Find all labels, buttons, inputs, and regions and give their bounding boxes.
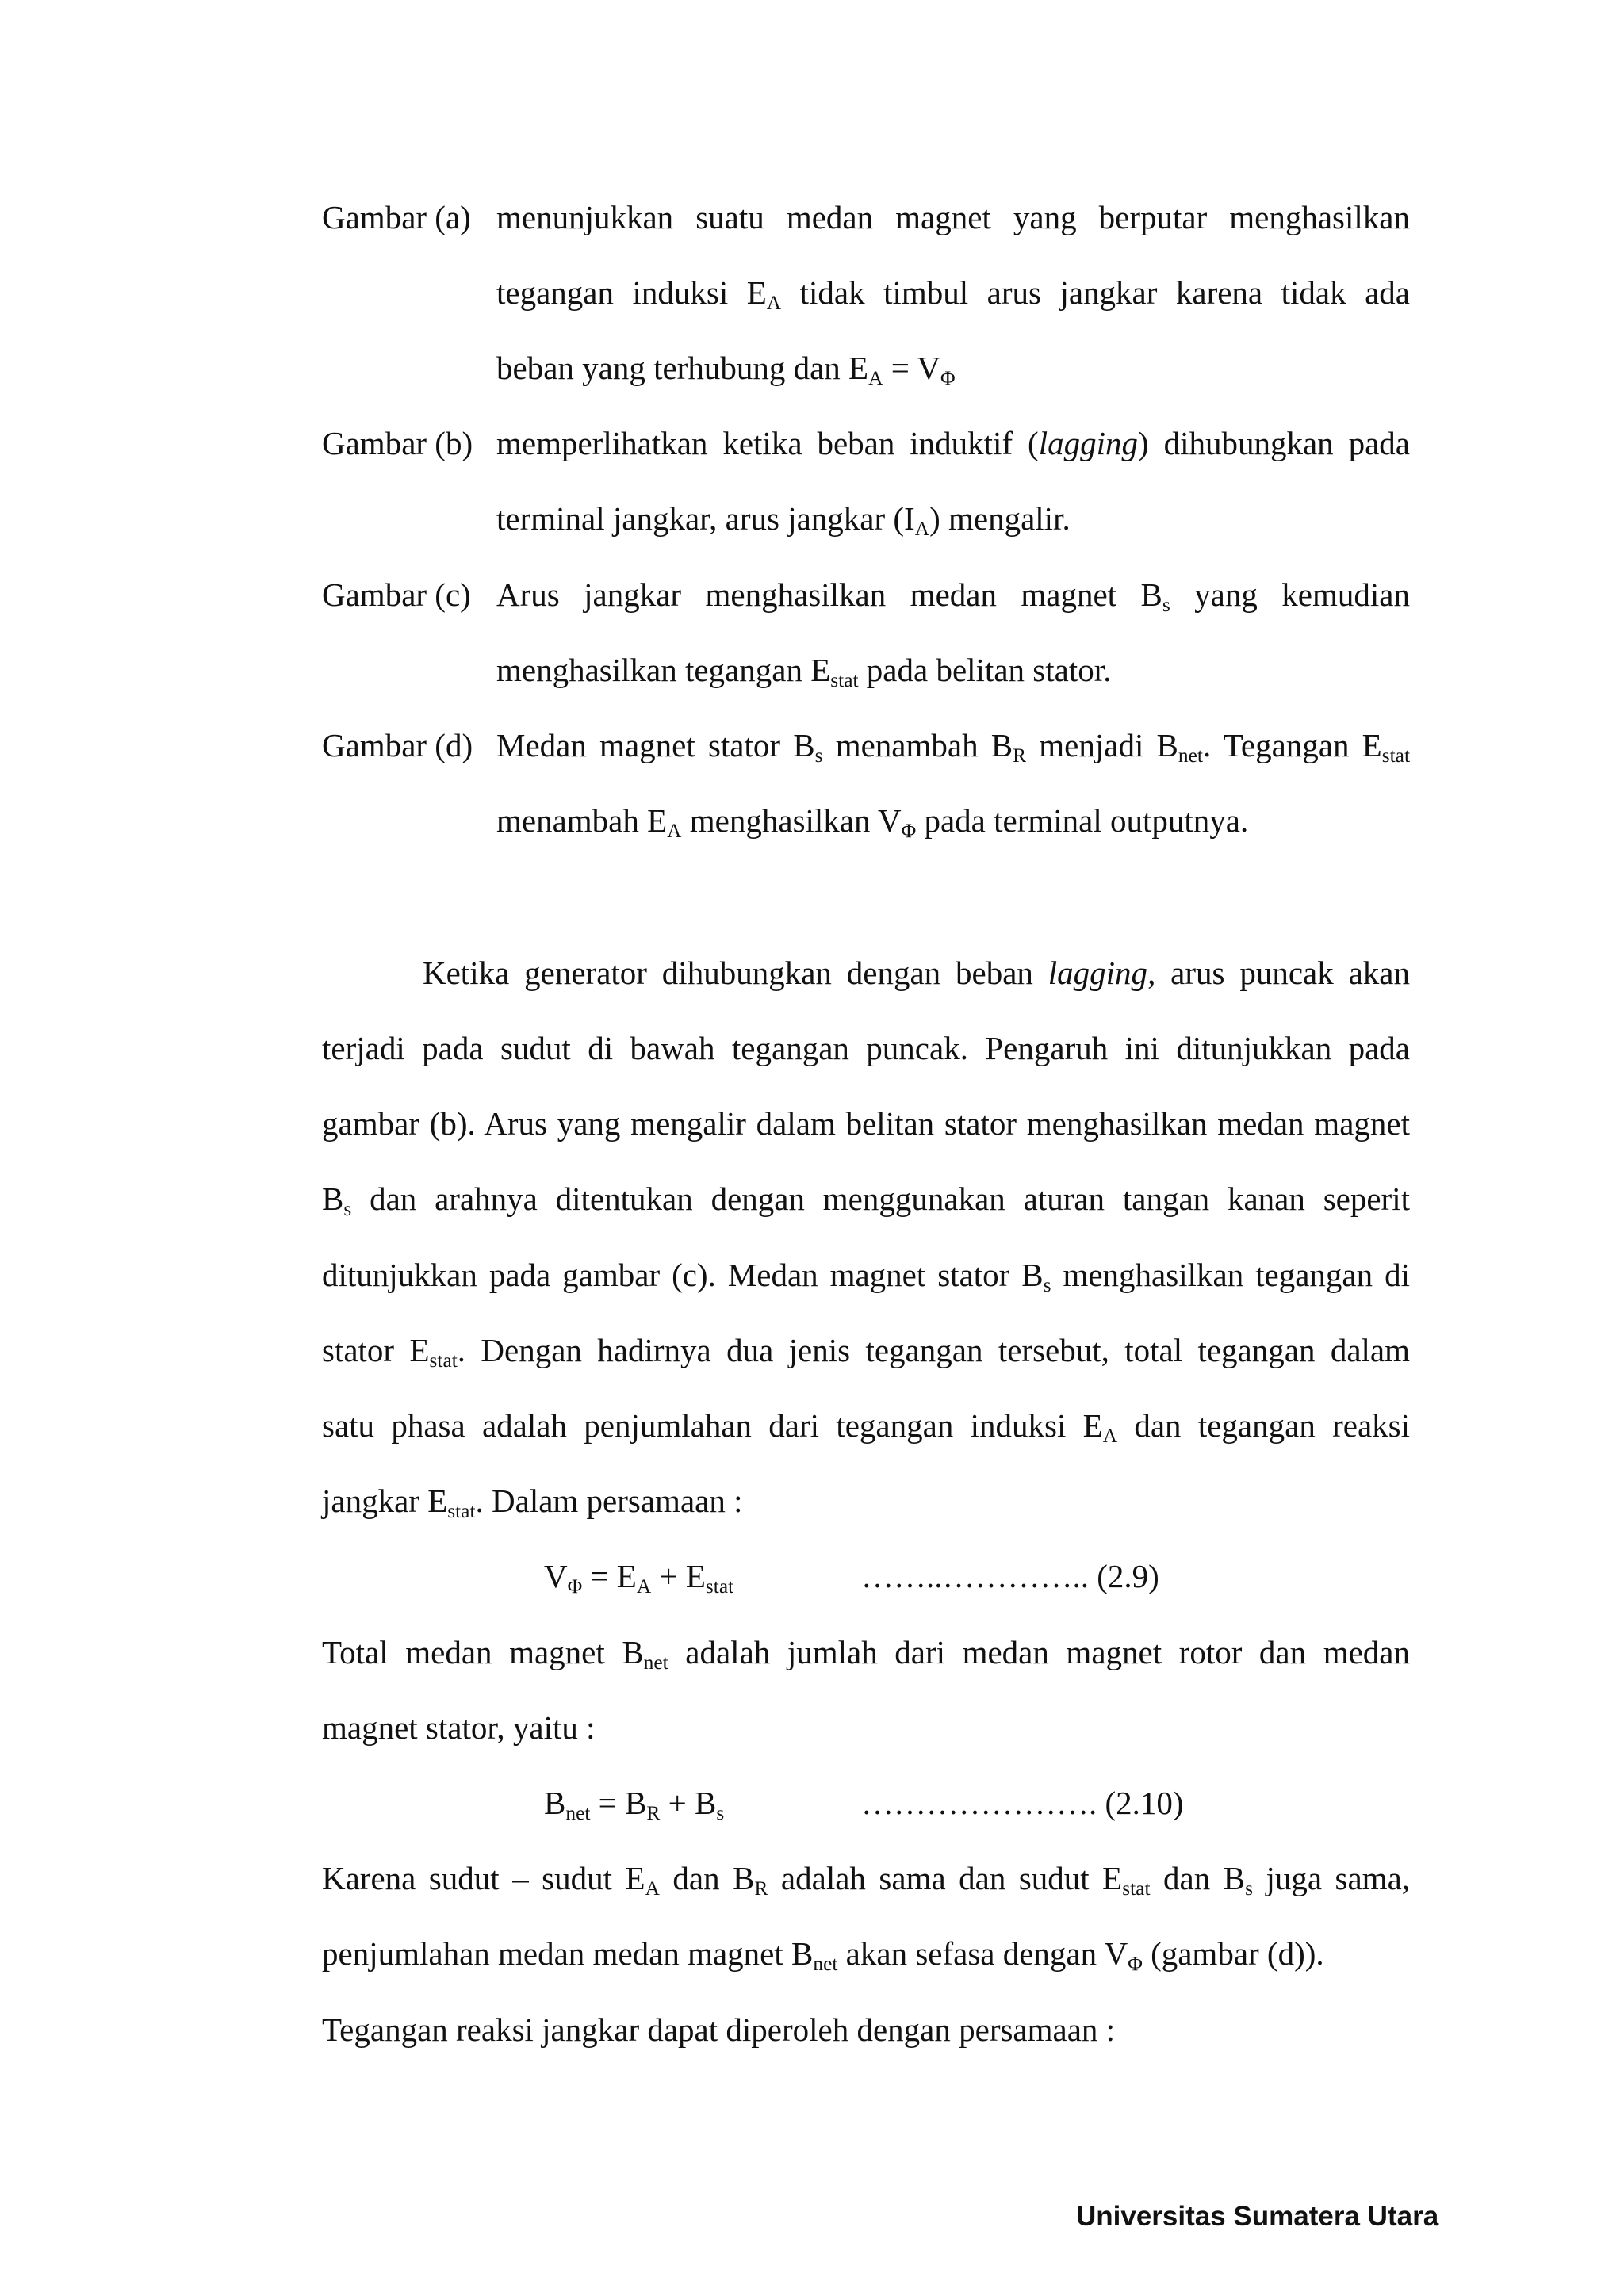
gambar-a-label: Gambar (a) <box>322 199 471 235</box>
gambar-d-label: Gambar (d) <box>322 727 473 763</box>
gambar-a-line-3: beban yang terhubung dan $E_A = V_\Phi$ <box>496 350 956 390</box>
gambar-c-label: Gambar (c) <box>322 576 471 613</box>
para1-line-6: stator $E_{stat}$. Dengan hadirnya dua jenis tegangan tersebut, total tegangan dalam <box>322 1332 1410 1372</box>
equation-2-10-number: …………………. (2.10) <box>861 1785 1184 1821</box>
para1-line-5: ditunjukkan pada gambar (c). Medan magnet stator $B_s$ menghasilkan tegangan di <box>322 1257 1410 1297</box>
para3-line-1: Karena sudut – sudut $E_A$ dan $B_R$ adalah sama dan sudut $E_{stat}$ dan $B_s$ juga sama, <box>322 1860 1411 1900</box>
gambar-a-line-2: tegangan induksi $E_A$ tidak timbul arus jangkar karena tidak ada <box>496 274 1410 315</box>
gambar-d-line-1: Medan magnet stator $B_s$ menambah $B_R$ menjadi $B_{net}$. Tegangan $E_{stat}$ <box>496 727 1410 767</box>
equation-2-10: $B_{net} = B_R + B_s$ <box>544 1785 725 1825</box>
para2-line-2: magnet stator, yaitu : <box>322 1709 596 1746</box>
gambar-b-line-1: memperlihatkan ketika beban induktif (lagging) dihubungkan pada <box>496 425 1411 461</box>
gambar-d-line-2: menambah $E_A$ menghasilkan $V_\Phi$ pada terminal outputnya. <box>496 802 1249 843</box>
gambar-b-label: Gambar (b) <box>322 425 473 461</box>
gambar-c-line-2: menghasilkan tegangan $E_{stat}$ pada belitan stator. <box>496 652 1112 692</box>
equation-2-9: $V_\Phi = E_A + E_{stat}$ <box>544 1558 734 1598</box>
para1-line-4: $B_s$ dan arahnya ditentukan dengan menggunakan aturan tangan kanan seperit <box>322 1181 1410 1221</box>
para3-line-2: penjumlahan medan medan magnet $B_{net}$ akan sefasa dengan $V_\Phi$ (gambar (d)). <box>322 1935 1324 1976</box>
gambar-c-line-1: Arus jangkar menghasilkan medan magnet $B_s$ yang kemudian <box>496 576 1410 617</box>
para2-line-1: Total medan magnet $B_{net}$ adalah jumlah dari medan magnet rotor dan medan <box>322 1634 1410 1674</box>
gambar-b-line-2: terminal jangkar, arus jangkar $(I_A)$ mengalir. <box>496 500 1071 541</box>
para1-line-7: satu phasa adalah penjumlahan dari tegangan induksi $E_A$ dan tegangan reaksi <box>322 1407 1411 1448</box>
footer-university-name: Universitas Sumatera Utara <box>1076 2201 1439 2232</box>
para3-line-3: Tegangan reaksi jangkar dapat diperoleh dengan persamaan : <box>322 2011 1116 2048</box>
para1-line-2: terjadi pada sudut di bawah tegangan puncak. Pengaruh ini ditunjukkan pada <box>322 1030 1410 1066</box>
para1-line-1: Ketika generator dihubungkan dengan beban lagging, arus puncak akan <box>423 955 1410 991</box>
para1-line-3: gambar (b). Arus yang mengalir dalam belitan stator menghasilkan medan magnet <box>322 1105 1410 1142</box>
equation-2-9-number: ……..………….. (2.9) <box>861 1558 1159 1594</box>
gambar-a-line-1: menunjukkan suatu medan magnet yang berputar menghasilkan <box>496 199 1410 235</box>
para1-line-8: jangkar $E_{stat}$. Dalam persamaan : <box>322 1483 743 1523</box>
